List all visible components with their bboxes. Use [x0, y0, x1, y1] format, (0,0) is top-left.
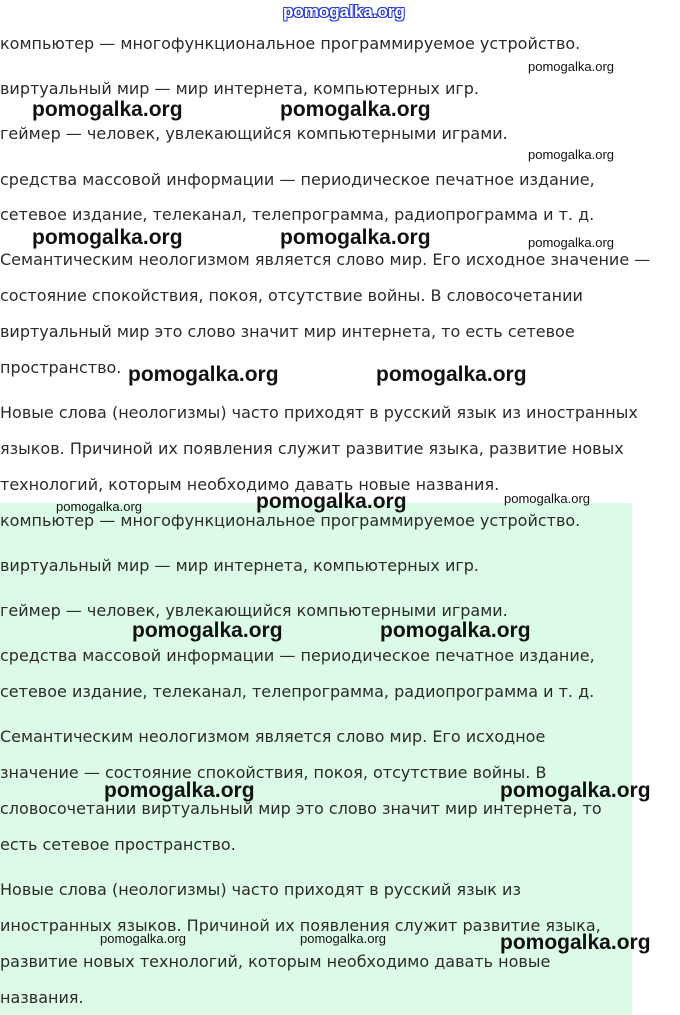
text-line: сетевое издание, телеканал, телепрограмма, радиопрограмма и т. д. [0, 682, 595, 701]
text-line: Новые слова (неологизмы) часто приходят в русский язык из [0, 880, 521, 899]
text-line: виртуальный мир это слово значит мир интернета, то есть сетевое [0, 322, 575, 341]
text-line: геймер — человек, увлекающийся компьютерными играми. [0, 124, 508, 143]
text-line: средства массовой информации — периодическое печатное издание, [0, 170, 595, 189]
watermark: pomogalka.org [100, 931, 186, 946]
text-line: компьютер — многофункциональное программируемое устройство. [0, 511, 581, 530]
text-line: Новые слова (неологизмы) часто приходят в русский язык из иностранных [0, 403, 638, 422]
text-line: пространство. [0, 358, 122, 377]
watermark: pomogalka.org [376, 363, 527, 386]
text-line: есть сетевое пространство. [0, 835, 236, 854]
watermark: pomogalka.org [500, 931, 651, 954]
watermark: pomogalka.org [528, 59, 614, 74]
watermark: pomogalka.org [380, 619, 531, 642]
watermark: pomogalka.org [500, 779, 651, 802]
watermark: pomogalka.org [280, 226, 431, 249]
text-line: словосочетании виртуальный мир это слово значит мир интернета, то [0, 799, 602, 818]
text-line: компьютер — многофункциональное программируемое устройство. [0, 34, 581, 53]
watermark: pomogalka.org [256, 490, 407, 513]
text-line: средства массовой информации — периодическое печатное издание, [0, 646, 595, 665]
watermark: pomogalka.org [280, 98, 431, 121]
text-line: Семантическим неологизмом является слово мир. Его исходное значение — [0, 250, 651, 269]
watermark: pomogalka.org [300, 931, 386, 946]
text-line: сетевое издание, телеканал, телепрограмма, радиопрограмма и т. д. [0, 205, 595, 224]
text-line: языков. Причиной их появления служит развитие языка, развитие новых [0, 439, 624, 458]
text-line: виртуальный мир — мир интернета, компьютерных игр. [0, 79, 479, 98]
header-watermark: pomogalka.org [283, 2, 405, 21]
watermark: pomogalka.org [56, 499, 142, 514]
text-line: геймер — человек, увлекающийся компьютерными играми. [0, 601, 508, 620]
text-line: состояние спокойствия, покоя, отсутствие войны. В словосочетании [0, 286, 583, 305]
text-line: названия. [0, 988, 84, 1007]
text-line: развитие новых технологий, которым необходимо давать новые [0, 952, 551, 971]
watermark: pomogalka.org [104, 779, 255, 802]
watermark: pomogalka.org [528, 235, 614, 250]
watermark: pomogalka.org [504, 491, 590, 506]
text-line: виртуальный мир — мир интернета, компьютерных игр. [0, 556, 479, 575]
text-line: значение — состояние спокойствия, покоя, отсутствие войны. В [0, 763, 547, 782]
text-line: Семантическим неологизмом является слово мир. Его исходное [0, 727, 546, 746]
text-line: иностранных языков. Причиной их появления служит развитие языка, [0, 916, 601, 935]
watermark: pomogalka.org [132, 619, 283, 642]
watermark: pomogalka.org [528, 147, 614, 162]
watermark: pomogalka.org [32, 98, 183, 121]
watermark: pomogalka.org [128, 363, 279, 386]
watermark: pomogalka.org [32, 226, 183, 249]
text-line: технологий, которым необходимо давать новые названия. [0, 475, 500, 494]
